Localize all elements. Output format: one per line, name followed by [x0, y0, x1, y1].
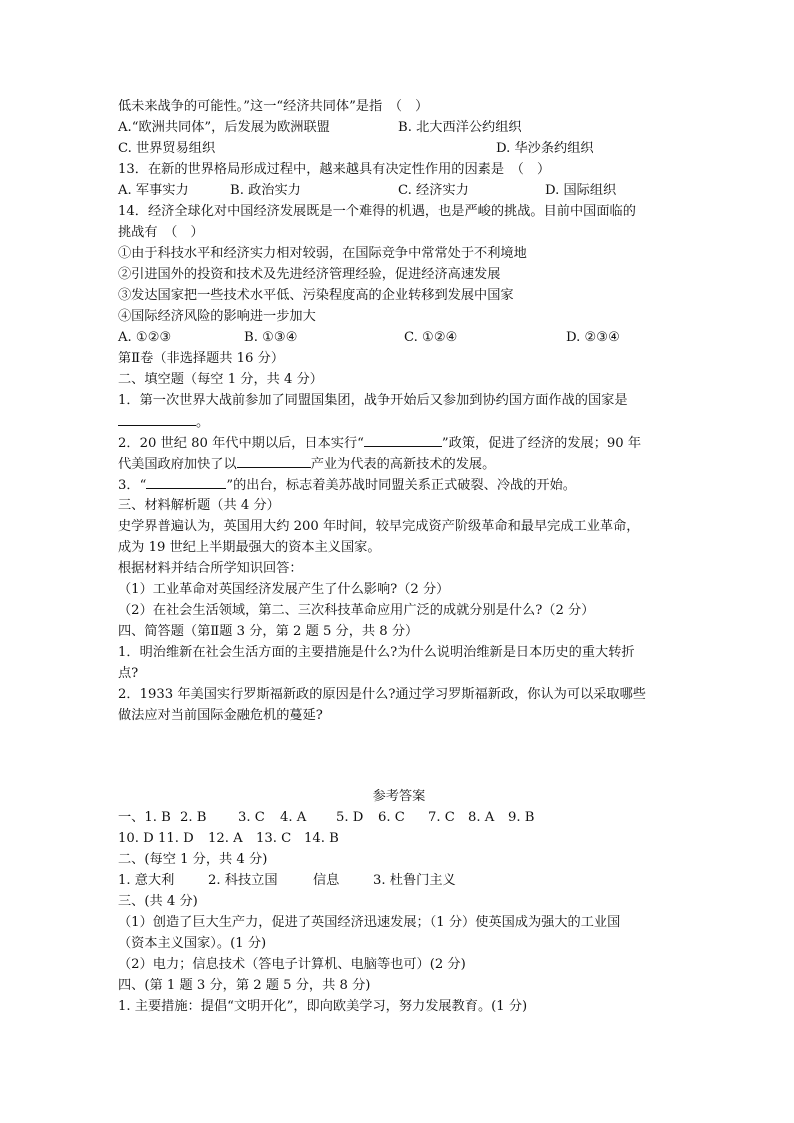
q14-option-d: D. ②③④ — [566, 330, 620, 345]
q14-item-3: ③发达国家把一些技术水平低、污染程度高的企业转移到发展中国家 — [118, 288, 514, 303]
answer-fill-3: 信息 — [313, 873, 340, 888]
fill-q3-part-a: 3．“ — [118, 478, 147, 493]
section-gap — [118, 726, 680, 786]
q14-item-2: ②引进国外的投资和技术及先进经济管理经验，促进经济高速发展 — [118, 267, 501, 282]
answers-material-2: （2）电力；信息技术（答电子计算机、电脑等也可）(2 分) — [118, 957, 466, 972]
answer-mc-9: 9. B — [508, 810, 535, 825]
answer-mc-7: 7. C — [428, 810, 455, 825]
answer-fill-4: 3. 杜鲁门主义 — [373, 873, 456, 888]
q12-option-a: A.“欧洲共同体”，后发展为欧洲联盟 — [118, 120, 330, 135]
q14-item-1: ①由于科技水平和经济实力相对较弱，在国际竞争中常常处于不利境地 — [118, 246, 527, 261]
fill-q2-blank-1[interactable] — [364, 432, 442, 447]
q14-item-4: ④国际经济风险的影响进一步加大 — [118, 309, 316, 324]
fill-q2-part-a: 2．20 世纪 80 年代中期以后，日本实行“ — [118, 436, 364, 451]
answers-short-heading: 四、(第 1 题 3 分，第 2 题 5 分，共 8 分) — [118, 978, 371, 993]
answer-mc-3: 3. C — [238, 810, 265, 825]
answers-mc-row-2 — [118, 828, 680, 849]
q13-stem: 13．在新的世界格局形成过程中，越来越具有决定性作用的因素是 （ ） — [118, 162, 551, 177]
q14-option-a: A. ①②③ — [118, 330, 172, 345]
exam-page — [118, 96, 680, 1017]
fill-q3-blank[interactable] — [146, 474, 226, 489]
q12-options-row-1 — [118, 117, 680, 138]
q12-option-b: B. 北大西洋公约组织 — [398, 120, 522, 135]
q13-option-c: C. 经济实力 — [398, 183, 469, 198]
answer-mc-1: 一、1. B — [118, 810, 171, 825]
answer-mc-12: 12. A — [208, 831, 243, 846]
fill-q1-answer-line — [118, 411, 680, 432]
fill-q3-line — [118, 474, 680, 495]
q14-options — [118, 327, 680, 348]
short-q2-line-2: 做法应对当前国际金融危机的蔓延? — [118, 708, 323, 723]
material-q2: （2）在社会生活领域，第二、三次科技革命应用广泛的成就分别是什么?（2 分） — [118, 603, 595, 618]
q12-option-d: D. 华沙条约组织 — [496, 141, 594, 156]
material-text-1: 史学界普遍认为，英国用大约 200 年时间，较早完成资产阶级革命和最早完成工业革命， — [118, 519, 640, 534]
material-q1: （1）工业革命对英国经济发展产生了什么影响?（2 分） — [118, 582, 450, 597]
answer-mc-5: 5. D — [336, 810, 364, 825]
q14-stem-line-2: 挑战有 （ ） — [118, 225, 204, 240]
short-q2-line-1: 2．1933 年美国实行罗斯福新政的原因是什么?通过学习罗斯福新政，你认为可以采取哪些 — [118, 687, 646, 702]
fill-q2-line-1 — [118, 432, 680, 453]
answer-mc-4: 4. A — [280, 810, 307, 825]
answer-mc-11: 11. D — [158, 831, 194, 846]
answers-material-1-line-1: （1）创造了巨大生产力，促进了英国经济迅速发展；（1 分）使英国成为强大的工业国 — [118, 915, 621, 930]
material-heading: 三、材料解析题（共 4 分） — [118, 498, 280, 513]
fill-q3-part-b: ”的出台，标志着美苏战时同盟关系正式破裂、冷战的开始。 — [226, 478, 576, 493]
answers-material-heading: 三、(共 4 分) — [118, 894, 198, 909]
fill-heading: 二、填空题（每空 1 分，共 4 分） — [118, 372, 323, 387]
fill-q2-blank-2[interactable] — [237, 453, 311, 468]
answer-fill-2: 2. 科技立国 — [208, 873, 278, 888]
q13-option-a: A. 军事实力 — [118, 183, 189, 198]
answer-fill-1: 1. 意大利 — [118, 873, 175, 888]
material-prompt: 根据材料并结合所学知识回答： — [118, 561, 303, 576]
answer-mc-6: 6. C — [378, 810, 405, 825]
answers-fill-heading: 二、(每空 1 分，共 4 分) — [118, 852, 268, 867]
q14-option-c: C. ①②④ — [404, 330, 458, 345]
answer-mc-2: 2. B — [180, 810, 207, 825]
fill-q1-blank[interactable] — [118, 411, 196, 426]
answer-mc-10: 10. D — [118, 831, 154, 846]
short-q1-line-2: 点? — [118, 666, 139, 681]
q13-option-b: B. 政治实力 — [230, 183, 301, 198]
fill-q2-part-d: 产业为代表的高新技术的发展。 — [310, 457, 496, 472]
q13-option-d: D. 国际组织 — [545, 183, 617, 198]
answer-mc-14: 14. B — [304, 831, 339, 846]
answers-title: 参考答案 — [372, 789, 426, 804]
answer-mc-8: 8. A — [468, 810, 495, 825]
answers-fill-row — [118, 870, 680, 891]
q13-options — [118, 180, 680, 201]
short-heading: 四、简答题（第Ⅱ题 3 分，第 2 题 5 分，共 8 分） — [118, 624, 419, 639]
answers-material-1-line-2: （资本主义国家）。(1 分) — [118, 936, 267, 951]
q14-option-b: B. ①③④ — [244, 330, 298, 345]
fill-q1-end: 。 — [196, 415, 210, 430]
fill-q2-line-2 — [118, 453, 680, 474]
q12-options-row-2 — [118, 138, 680, 159]
fill-q2-part-b: ”政策，促进了经济的发展；90 年 — [441, 436, 642, 451]
short-q1-line-1: 1．明治维新在社会生活方面的主要措施是什么?为什么说明治维新是日本历史的重大转折 — [118, 645, 635, 660]
answer-mc-13: 13. C — [256, 831, 292, 846]
q14-stem-line-1: 14．经济全球化对中国经济发展既是一个难得的机遇，也是严峻的挑战。目前中国面临的 — [118, 204, 636, 219]
part2-heading: 第Ⅱ卷（非选择题共 16 分） — [118, 351, 285, 366]
answers-short-1: 1. 主要措施：提倡“文明开化”，即向欧美学习，努力发展教育。(1 分) — [118, 999, 528, 1014]
answers-mc-row-1 — [118, 807, 680, 828]
material-text-2: 成为 19 世纪上半期最强大的资本主义国家。 — [118, 540, 381, 555]
fill-q1-text: 1．第一次世界大战前参加了同盟国集团，战争开始后又参加到协约国方面作战的国家是 — [118, 393, 628, 408]
q12-stem-tail: 低未来战争的可能性。”这一“经济共同体”是指 （ ） — [118, 99, 429, 114]
fill-q2-part-c: 代美国政府加快了以 — [118, 457, 237, 472]
q12-option-c: C. 世界贸易组织 — [118, 141, 216, 156]
